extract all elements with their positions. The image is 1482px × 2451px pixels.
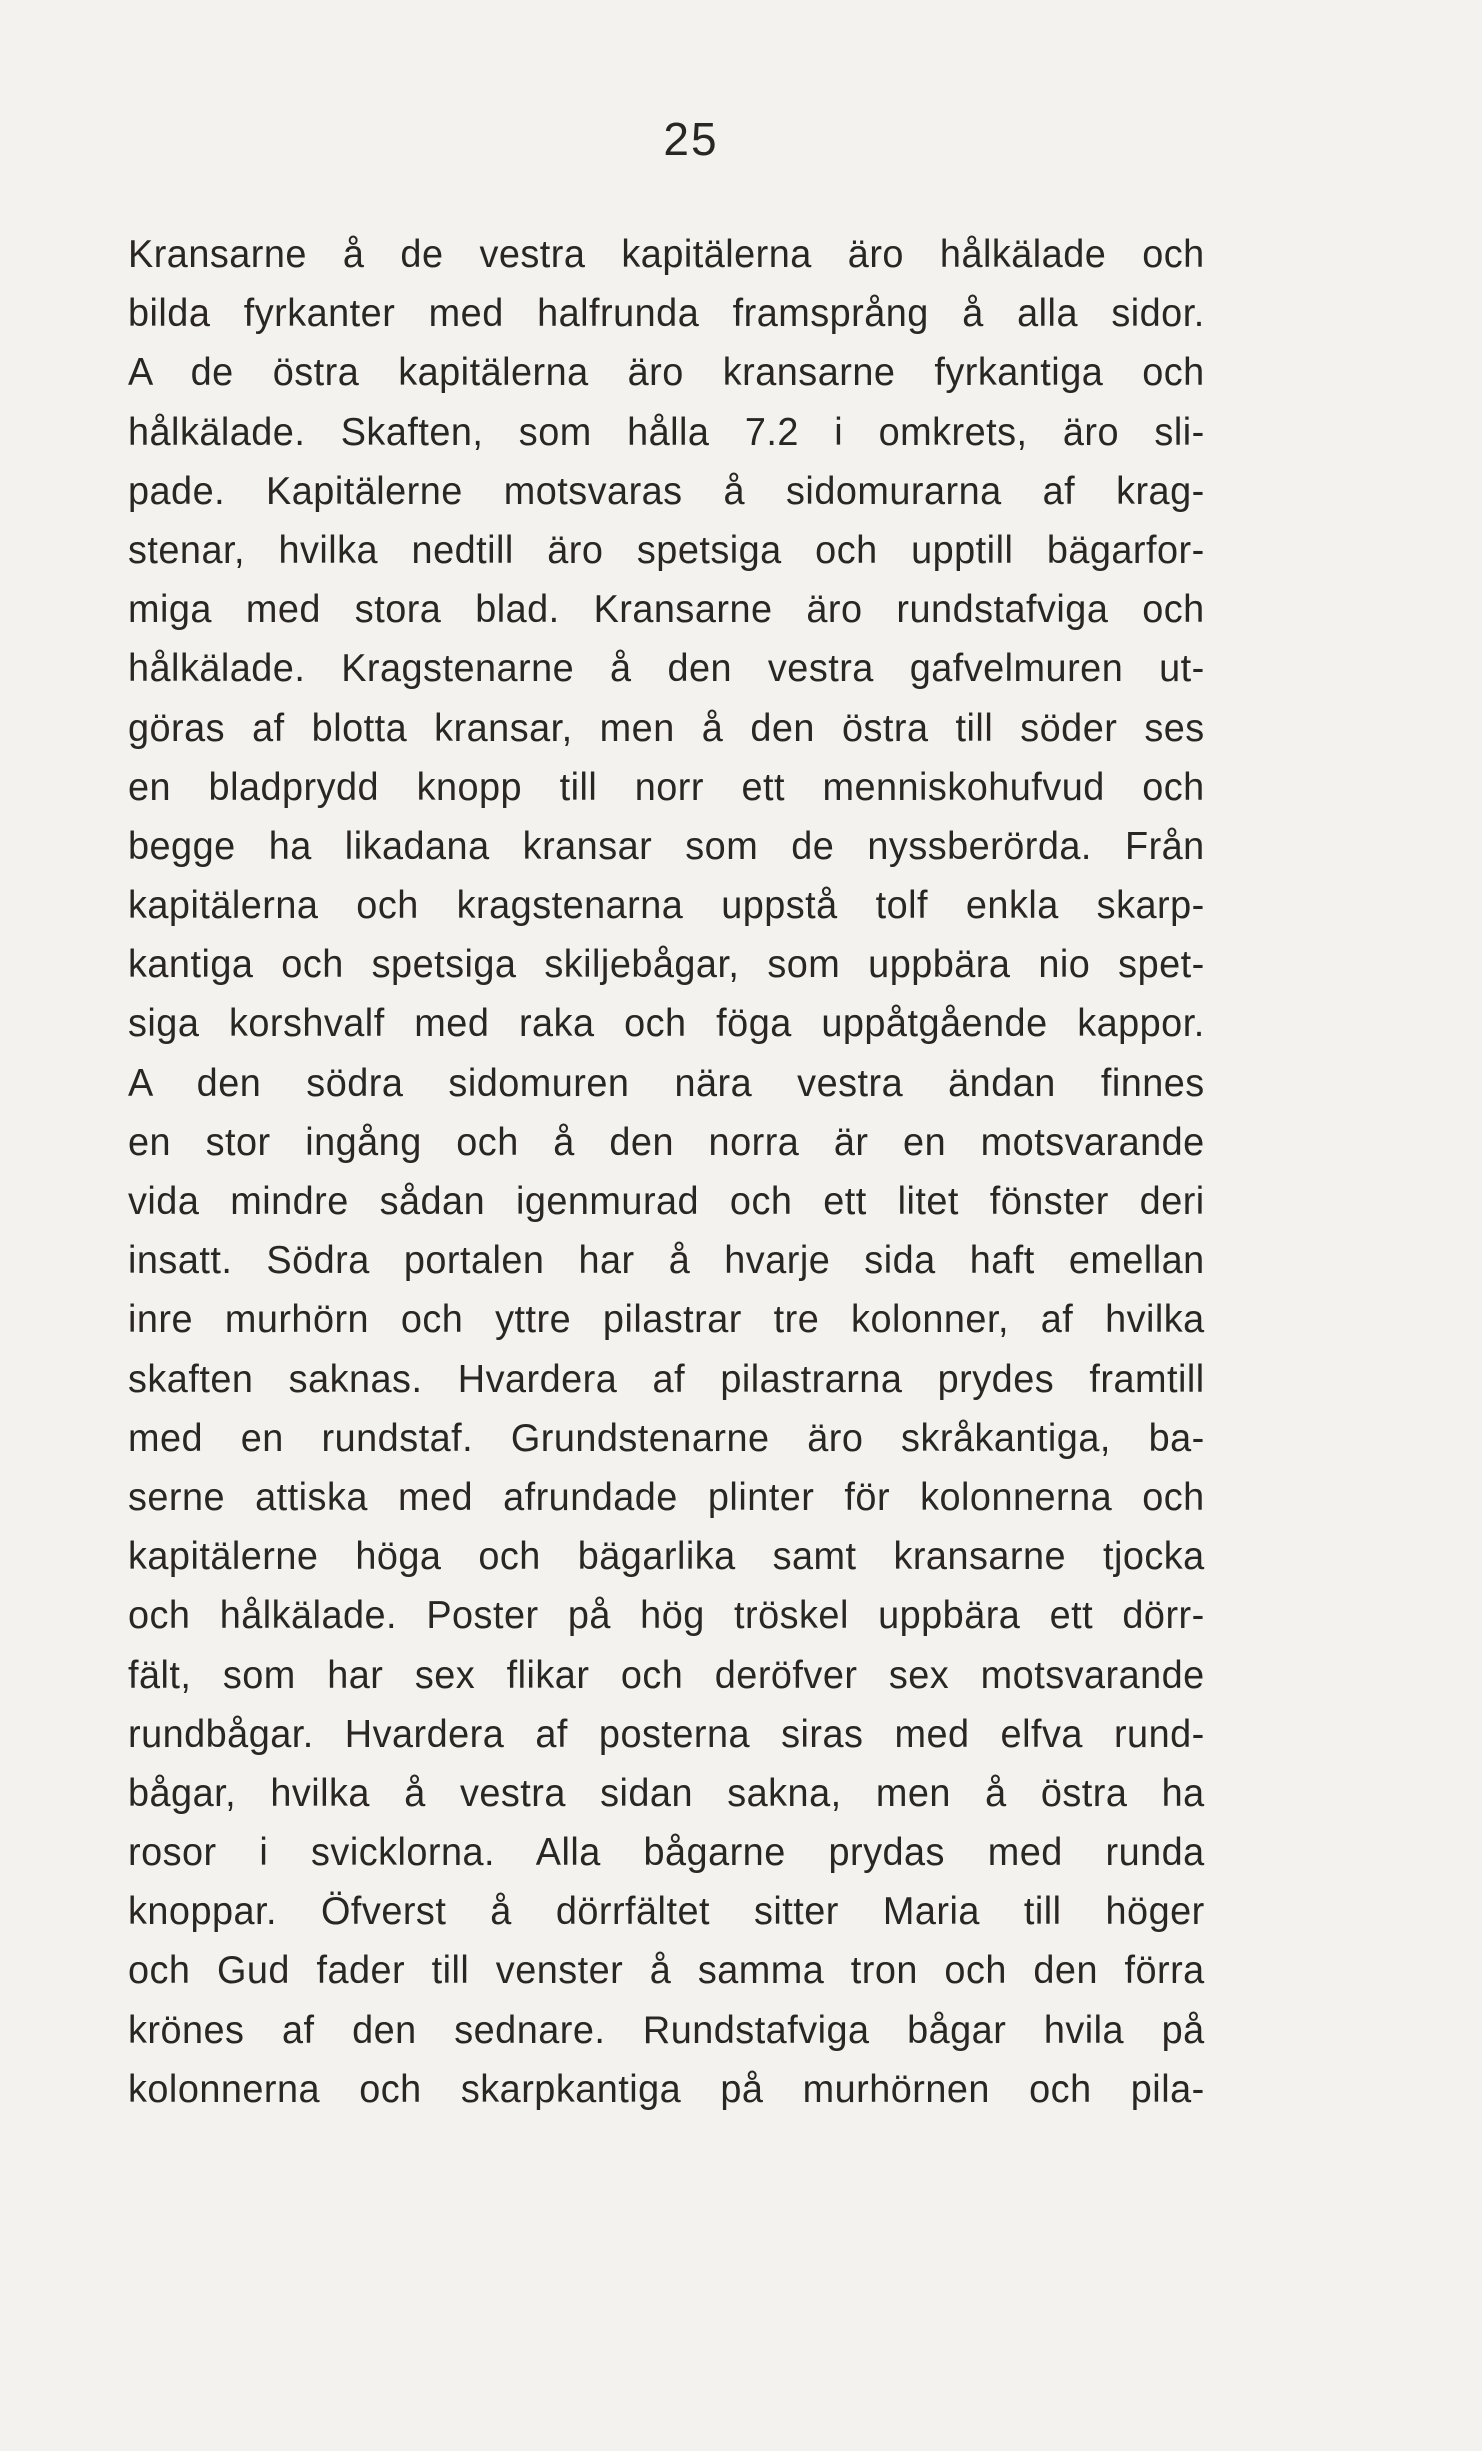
text-line: en bladprydd knopp till norr ett menniskohufvud och <box>128 765 1205 809</box>
text-line: en stor ingång och å den norra är en motsvarande <box>128 1120 1205 1164</box>
text-line: kapitälerna och kragstenarna uppstå tolf enkla skarp- <box>128 884 1205 928</box>
body-text <box>128 225 1238 2119</box>
text-line: Kransarne å de vestra kapitälerna äro hålkälade och <box>128 233 1205 276</box>
text-line: rosor i svicklorna. Alla bågarne prydas med runda <box>128 1831 1205 1875</box>
text-line: bilda fyrkanter med halfrunda framsprång å alla sidor. <box>128 292 1205 336</box>
text-line: fält, som har sex flikar och deröfver sex motsvarande <box>128 1653 1205 1697</box>
text-line: krönes af den sednare. Rundstafviga bågar hvila på <box>128 2008 1205 2052</box>
text-line: hålkälade. Kragstenarne å den vestra gafvelmuren ut- <box>128 647 1205 691</box>
text-line: stenar, hvilka nedtill äro spetsiga och upptill bägarfor- <box>128 528 1205 572</box>
text-line: A de östra kapitälerna äro kransarne fyrkantiga och <box>128 351 1205 395</box>
text-line: bågar, hvilka å vestra sidan sakna, men å östra ha <box>128 1771 1205 1815</box>
text-line: vida mindre sådan igenmurad och ett litet fönster deri <box>128 1180 1205 1223</box>
text-line: skaften saknas. Hvardera af pilastrarna prydes framtill <box>128 1357 1205 1401</box>
text-line: kolonnerna och skarpkantiga på murhörnen och pila- <box>128 2067 1205 2111</box>
text-line: kantiga och spetsiga skiljebågar, som uppbära nio spet- <box>128 943 1205 987</box>
text-line: och hålkälade. Poster på hög tröskel uppbära ett dörr- <box>128 1594 1205 1638</box>
text-line: miga med stora blad. Kransarne äro rundstafviga och <box>128 588 1205 632</box>
text-line: begge ha likadana kransar som de nyssberörda. Från <box>128 824 1205 868</box>
text-line: knoppar. Öfverst å dörrfältet sitter Maria till höger <box>128 1890 1205 1934</box>
text-line: inre murhörn och yttre pilastrar tre kolonner, af hvilka <box>128 1298 1205 1342</box>
text-line: A den södra sidomuren nära vestra ändan finnes <box>128 1061 1205 1105</box>
text-line: insatt. Södra portalen har å hvarje sida haft emellan <box>128 1239 1205 1283</box>
text-line: med en rundstaf. Grundstenarne äro skråkantiga, ba- <box>128 1416 1205 1460</box>
text-line: kapitälerne höga och bägarlika samt kransarne tjocka <box>128 1535 1205 1579</box>
page-number: 25 <box>663 113 719 165</box>
text-line: hålkälade. Skaften, som hålla 7.2 i omkrets, äro sli- <box>128 410 1205 454</box>
text-line: serne attiska med afrundade plinter för kolonnerna och <box>128 1475 1205 1519</box>
text-line: pade. Kapitälerne motsvaras å sidomurarna af krag- <box>128 469 1205 513</box>
text-line: rundbågar. Hvardera af posterna siras med elfva rund- <box>128 1712 1205 1756</box>
text-line: göras af blotta kransar, men å den östra till söder ses <box>128 706 1205 750</box>
text-line: och Gud fader till venster å samma tron och den förra <box>128 1949 1205 1993</box>
text-line: siga korshvalf med raka och föga uppåtgående kappor. <box>128 1002 1205 1046</box>
